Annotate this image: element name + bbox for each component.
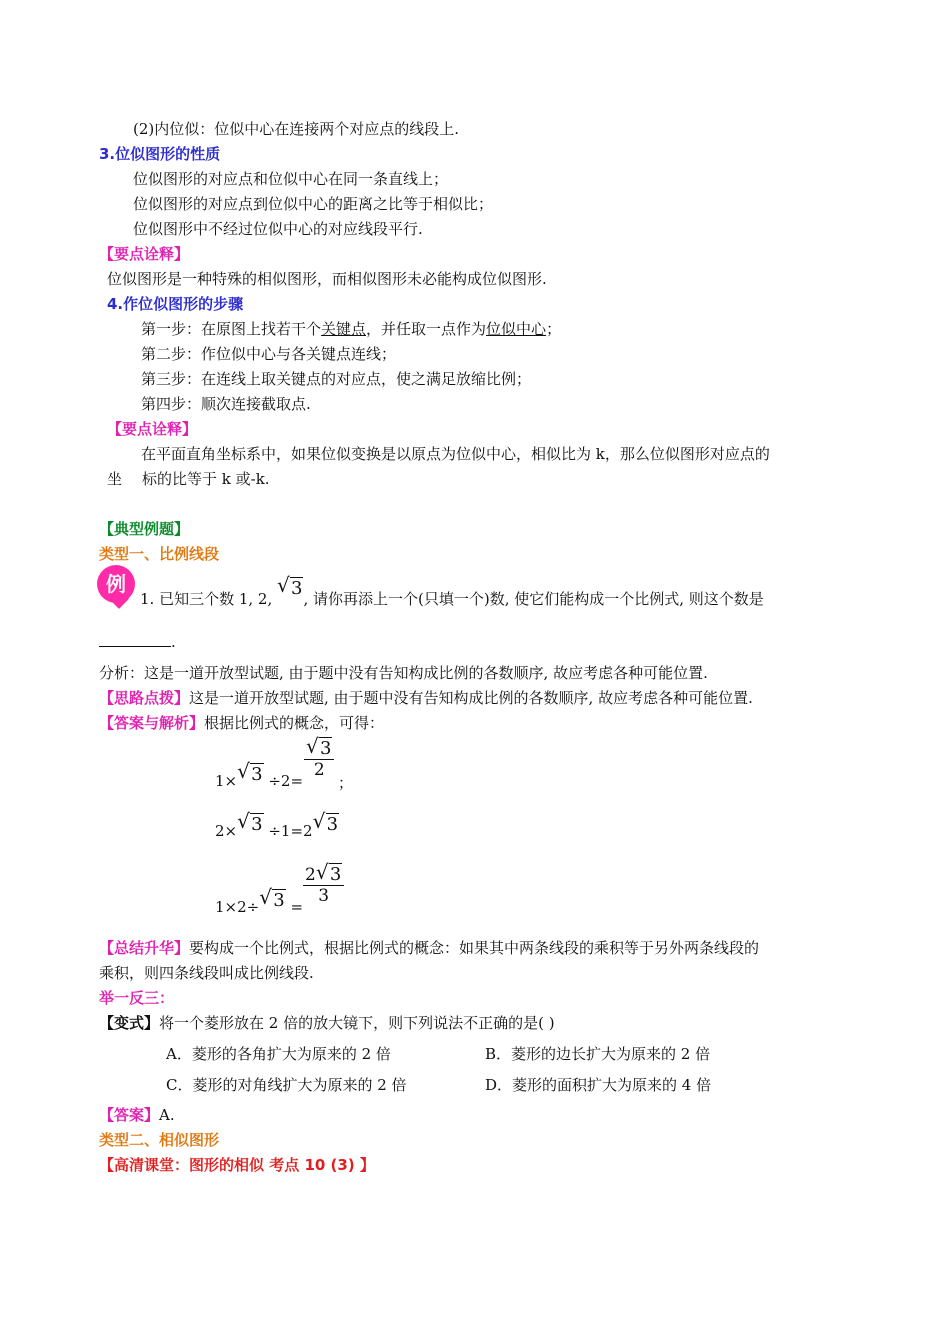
eq2-a: 2× (215, 822, 238, 840)
homothety-center-term: 位似中心 (486, 320, 547, 338)
eq2-b: ÷1=2 (268, 822, 313, 840)
fraction-sqrt3-over-2 (304, 734, 334, 780)
step-3: 第三步：在连线上取关键点的对应点，使之满足放缩比例； (141, 370, 532, 388)
sqrt3-eq3-num: √ 3 (315, 860, 342, 885)
ans-label: 【答案】 (99, 1106, 160, 1124)
hint-label: 【思路点拨】 (99, 689, 190, 707)
note-text-1: 位似图形是一种特殊的相似图形，而相似图形未必能构成位似图形. (107, 270, 547, 288)
option-b: B．菱形的边长扩大为原来的 2 倍 (485, 1045, 711, 1063)
ans-value: A. (159, 1106, 175, 1124)
variant-question (99, 1012, 555, 1034)
property-line-3: 位似图形中不经过位似中心的对应线段平行. (133, 220, 423, 238)
answer-blank (99, 632, 171, 647)
step1-text-c: ； (546, 320, 562, 338)
answer-line (99, 1104, 175, 1126)
eq3-denominator: 3 (303, 885, 344, 906)
note-label-2: 【要点诠释】 (107, 420, 198, 438)
answer-intro (99, 712, 384, 734)
equation-1 (215, 759, 304, 792)
equation-2 (215, 809, 339, 842)
sqrt3-eq1: √ 3 (237, 759, 263, 785)
step1-text-b: ，并任取一点作为 (366, 320, 487, 338)
step-2: 第二步：作位似中心与各关键点连线； (141, 345, 397, 363)
eq1-b: ÷2= (268, 772, 304, 790)
note2-line2-b: 标的比等于 k 或-k. (142, 470, 270, 488)
hint (99, 687, 753, 709)
q1-text-a: 1. 已知三个数 1, 2, (140, 590, 273, 608)
eq1-semicolon: ； (338, 774, 354, 792)
practice-heading: 举一反三： (99, 989, 175, 1007)
lesson-link[interactable]: 【高清课堂：图形的相似 考点 10 (3) 】 (99, 1156, 375, 1174)
variant-label: 【变式】 (99, 1014, 160, 1032)
sqrt3-eq2b: √ 3 (312, 809, 339, 835)
fraction-2sqrt3-over-3 (303, 860, 344, 906)
property-line-1: 位似图形的对应点和位似中心在同一条直线上； (133, 170, 449, 188)
sqrt3-eq3: √ 3 (259, 885, 285, 911)
step-4: 第四步：顺次连接截取点. (141, 395, 311, 413)
answer-label: 【答案与解析】 (99, 714, 205, 732)
summary-text-1: 要构成一个比例式，根据比例式的概念：如果其中两条线段的乘积等于另外两条线段的 (189, 939, 760, 957)
examples-heading: 【典型例题】 (99, 520, 190, 538)
eq3-b: = (290, 898, 304, 916)
eq1-a: 1× (215, 772, 238, 790)
eq3-num-coef: 2 (305, 865, 316, 885)
answer-intro-text: 根据比例式的概念，可得： (204, 714, 385, 732)
note-label-1: 【要点诠释】 (99, 245, 190, 263)
answer-blank-line (99, 631, 176, 653)
summary-line-1 (99, 937, 759, 959)
variant-text: 将一个菱形放在 2 倍的放大镜下，则下列说法不正确的是( ) (159, 1014, 555, 1032)
q1-text-b: , 请你再添上一个(只填一个)数, 使它们能构成一个比例式, 则这个数是 (303, 590, 764, 608)
blank-period: . (171, 633, 176, 651)
type1-heading: 类型一、比例线段 (99, 545, 220, 563)
eq1-denominator: 2 (304, 759, 334, 780)
note2-line-2 (107, 468, 270, 490)
key-points-term: 关键点 (321, 320, 367, 338)
step1-text-a: 第一步：在原图上找若干个 (141, 320, 322, 338)
eq3-a: 1×2÷ (215, 898, 260, 916)
sqrt3-eq2a: √ 3 (237, 809, 263, 835)
note2-line2-a: 坐 (107, 470, 123, 488)
step-1 (141, 318, 561, 340)
option-d: D．菱形的面积扩大为原来的 4 倍 (485, 1076, 712, 1094)
option-a: A．菱形的各角扩大为原来的 2 倍 (166, 1045, 391, 1063)
summary-line-2: 乘积，则四条线段叫成比例线段. (99, 964, 314, 982)
type2-heading: 类型二、相似图形 (99, 1131, 220, 1149)
hint-text: 这是一道开放型试题, 由于题中没有告知构成比例的各数顺序, 故应考虑各种可能位置. (189, 689, 753, 707)
sqrt3-eq1-num: √ 3 (306, 734, 332, 759)
sqrt3-q1-radicand: 3 (291, 578, 303, 599)
section4-title: 4.作位似图形的步骤 (107, 295, 244, 313)
property-line-2: 位似图形的对应点到位似中心的距离之比等于相似比； (133, 195, 494, 213)
option-c: C．菱形的对角线扩大为原来的 2 倍 (166, 1076, 407, 1094)
question-1 (140, 573, 764, 610)
analysis: 分析：这是一道开放型试题, 由于题中没有告知构成比例的各数顺序, 故应考虑各种可能位置. (99, 664, 708, 682)
section3-title: 3.位似图形的性质 (99, 145, 221, 163)
summary-label: 【总结升华】 (99, 939, 190, 957)
example-badge: 例 (97, 565, 135, 603)
item-inner-homothety: (2)内位似：位似中心在连接两个对应点的线段上. (133, 120, 460, 138)
sqrt3-q1: √ 3 (277, 573, 303, 599)
note2-line-1: 在平面直角坐标系中，如果位似变换是以原点为位似中心，相似比为 k，那么位似图形对应点的 (141, 445, 770, 463)
equation-3 (215, 885, 304, 918)
